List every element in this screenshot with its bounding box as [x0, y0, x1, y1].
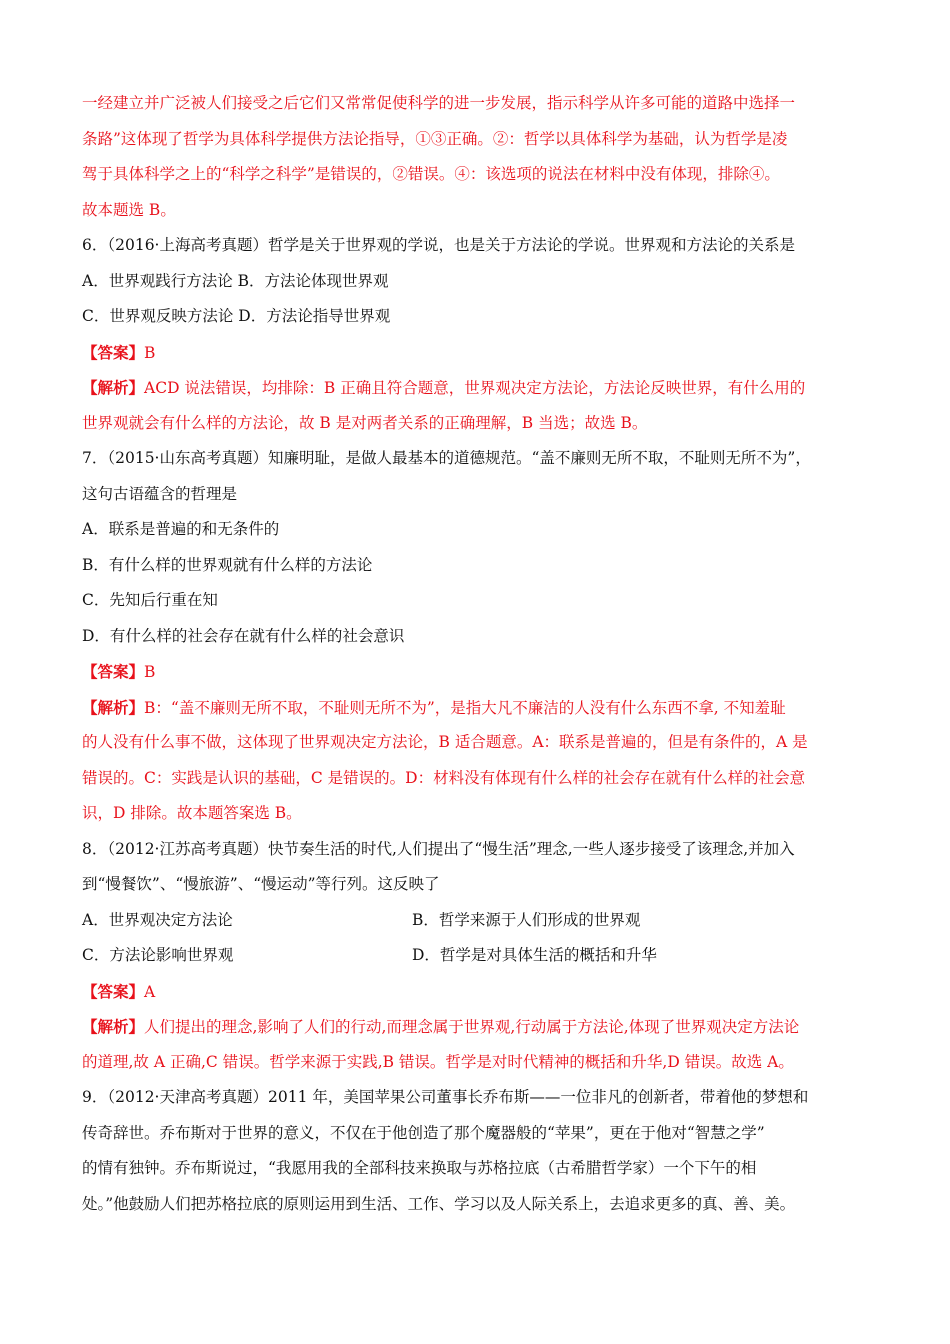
explanation-line: 条路”这体现了哲学为具体科学提供方法论指导，①③正确。②：哲学以具体科学为基础，认为哲学是凌: [82, 129, 788, 148]
question-6: [82, 228, 872, 441]
option-a: A．联系是普遍的和无条件的: [82, 520, 280, 538]
analysis-text: 人们提出的理念,影响了人们的行动,而理念属于世界观,行动属于方法论,体现了世界观决定方法论: [144, 1018, 800, 1036]
answer-line: [82, 335, 872, 371]
answer-line: [82, 974, 872, 1010]
intro-explanation: [82, 86, 872, 228]
question-stem: 6．（2016·上海高考真题）哲学是关于世界观的学说，也是关于方法论的学说。世界观和方法论的关系是: [82, 236, 795, 254]
analysis-line: [82, 1009, 872, 1045]
question-9: [82, 1080, 872, 1222]
question-stem: 这句古语蕴含的哲理是: [82, 484, 238, 503]
option-c: C．方法论影响世界观: [82, 946, 234, 964]
answer-tag: 【答案】: [82, 662, 145, 681]
analysis-line: [82, 690, 872, 726]
option-d: D．哲学是对具体生活的概括和升华: [412, 946, 657, 964]
document-page: [82, 86, 872, 1222]
answer-tag: 【答案】: [82, 981, 145, 1001]
question-stem: 到“慢餐饮”、“慢旅游”、“慢运动”等行列。这反映了: [82, 875, 440, 893]
answer-tag: 【答案】: [82, 342, 145, 362]
analysis-tag: 【解析】: [82, 378, 145, 397]
option-c: C．先知后行重在知: [82, 591, 218, 609]
analysis-line: 错误的。C：实践是认识的基础，C 是错误的。D：材料没有体现有什么样的社会存在就有什么样的社会意: [82, 768, 806, 787]
analysis-text: ACD 说法错误，均排除：B 正确且符合题意，世界观决定方法论，方法论反映世界，有什么用的: [144, 379, 806, 397]
analysis-tag: 【解析】: [82, 697, 145, 717]
analysis-line: [82, 370, 872, 406]
explanation-line: 一经建立并广泛被人们接受之后它们又常常促使科学的进一步发展，指示科学从许多可能的道路中选择一: [82, 94, 796, 112]
analysis-line: 世界观就会有什么样的方法论，故 B 是对两者关系的正确理解，B 当选；故选 B。: [82, 413, 648, 432]
question-8: [82, 832, 872, 1081]
question-stem: 8．（2012·江苏高考真题）快节奏生活的时代,人们提出了“慢生活”理念,一些人逐步接受了该理念,并加入: [82, 839, 795, 858]
analysis-text: B：“盖不廉则无所不取，不耻则无所不为”，是指大凡不廉洁的人没有什么东西不拿, 不知羞耻: [144, 698, 786, 717]
answer-value: B: [144, 343, 156, 362]
question-stem: 处。”他鼓励人们把苏格拉底的原则运用到生活、工作、学习以及人际关系上，去追求更多的真、善、美。: [82, 1194, 796, 1213]
answer-value: B: [144, 663, 156, 681]
question-stem: 9．（2012·天津高考真题）2011 年，美国苹果公司董事长乔布斯——一位非凡的创新者，带着他的梦想和: [82, 1088, 809, 1106]
explanation-line: 故本题选 B。: [82, 200, 176, 219]
question-7: [82, 441, 872, 832]
option-b: B．哲学来源于人们形成的世界观: [412, 910, 641, 929]
option-row: [82, 903, 872, 939]
question-stem: 7．（2015·山东高考真题）知廉明耻，是做人最基本的道德规范。“盖不廉则无所不取，不耻则无所不为”，: [82, 449, 811, 467]
answer-line: [82, 654, 872, 690]
option-line: C．世界观反映方法论 D．方法论指导世界观: [82, 307, 391, 325]
analysis-tag: 【解析】: [82, 1017, 145, 1036]
analysis-line: 识，D 排除。故本题答案选 B。: [82, 804, 302, 822]
explanation-line: 驾于具体科学之上的“科学之科学”是错误的，②错误。④：该选项的说法在材料中没有体现，排除④。: [82, 165, 780, 183]
question-stem: 传奇辞世。乔布斯对于世界的意义，不仅在于他创造了那个魔器般的“苹果”，更在于他对“智慧之学”: [82, 1123, 765, 1142]
question-stem: 的情有独钟。乔布斯说过，“我愿用我的全部科技来换取与苏格拉底（古希腊哲学家）一个下午的相: [82, 1159, 757, 1177]
option-a: A．世界观决定方法论: [82, 910, 233, 929]
analysis-line: 的人没有什么事不做，这体现了世界观决定方法论，B 适合题意。A：联系是普遍的，但是有条件的，A 是: [82, 733, 808, 751]
answer-value: A: [144, 982, 156, 1001]
option-line: A．世界观践行方法论 B．方法论体现世界观: [82, 271, 389, 290]
analysis-line: 的道理,故 A 正确,C 错误。哲学来源于实践,B 错误。哲学是对时代精神的概括和升华,D 错误。故选 A。: [82, 1052, 794, 1071]
option-b: B．有什么样的世界观就有什么样的方法论: [82, 555, 373, 574]
option-row: [82, 938, 872, 974]
option-d: D．有什么样的社会存在就有什么样的社会意识: [82, 626, 405, 645]
